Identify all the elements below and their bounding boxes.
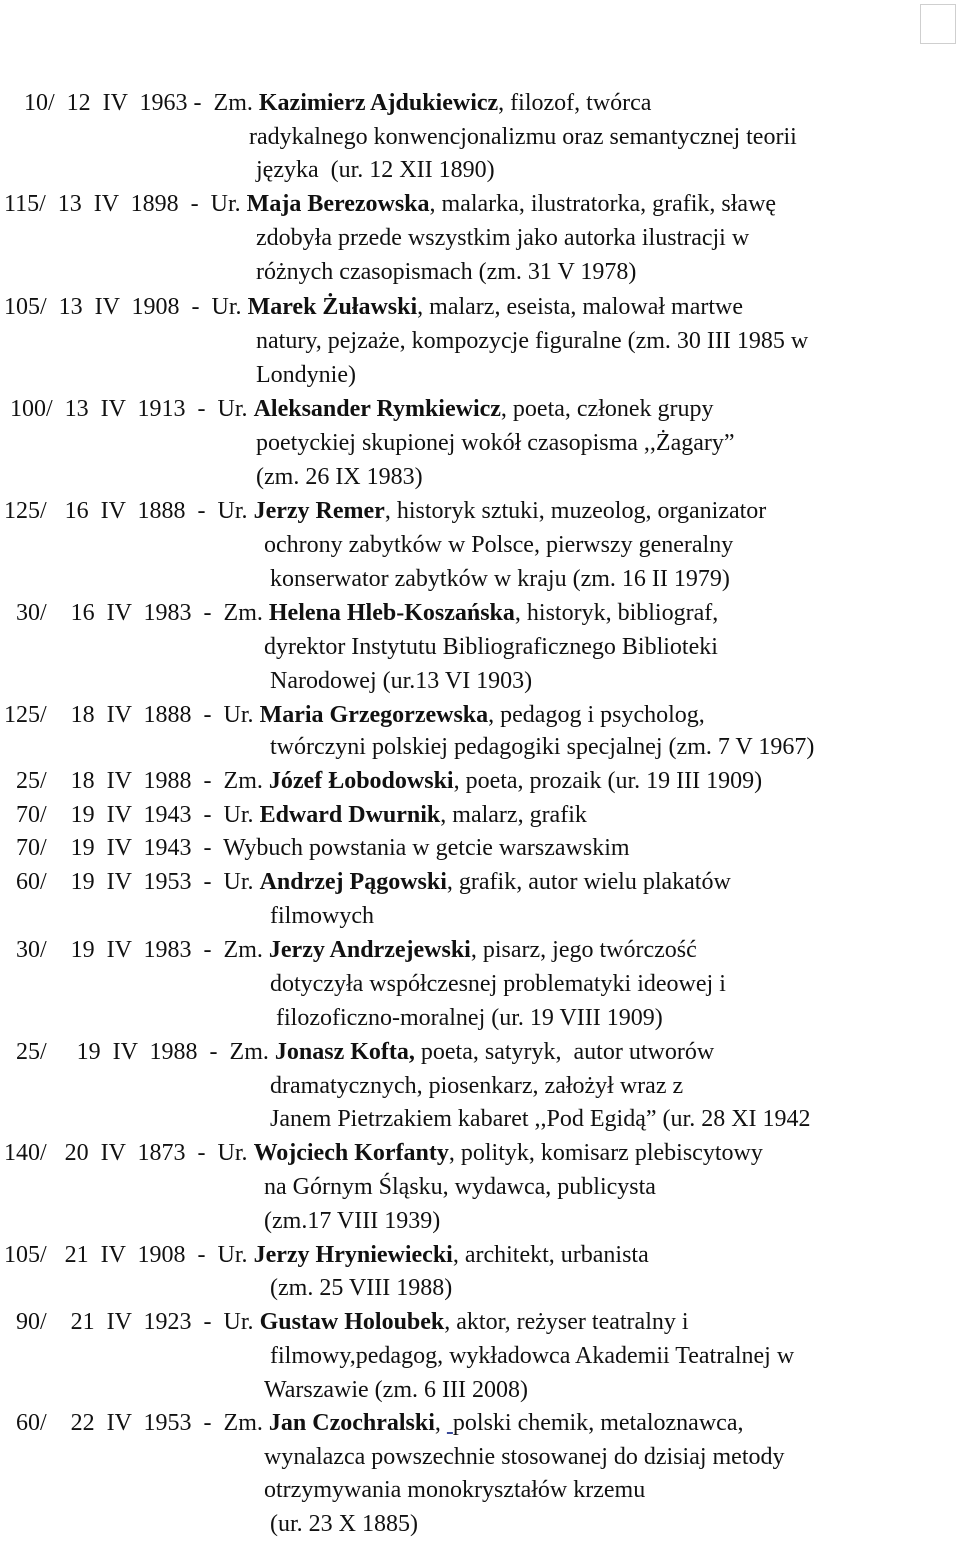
- entry-line: 25/ 19 IV 1988 - Zm. Jonasz Kofta, poeta, satyryk, autor utworów: [4, 1039, 715, 1065]
- entry-line: 125/ 16 IV 1888 - Ur. Jerzy Remer, historyk sztuki, muzeolog, organizator: [4, 498, 767, 524]
- entry-continuation: konserwator zabytków w kraju (zm. 16 II 1979): [264, 566, 730, 592]
- entry-line: 125/ 18 IV 1888 - Ur. Maria Grzegorzewska, pedagog i psycholog,: [4, 702, 705, 728]
- entry-continuation: Warszawie (zm. 6 III 2008): [264, 1377, 528, 1403]
- entry-line: 30/ 19 IV 1983 - Zm. Jerzy Andrzejewski, pisarz, jego twórczość: [4, 937, 697, 963]
- entry-continuation: dramatycznych, piosenkarz, założył wraz z: [264, 1073, 684, 1099]
- entry-continuation: filmowych: [264, 903, 374, 929]
- entry-line: 60/ 19 IV 1953 - Ur. Andrzej Pągowski, grafik, autor wielu plakatów: [4, 869, 731, 895]
- entry-line: 70/ 19 IV 1943 - Ur. Edward Dwurnik, malarz, grafik: [4, 802, 587, 828]
- entry-continuation: na Górnym Śląsku, wydawca, publicysta: [264, 1174, 656, 1200]
- entry-line: 105/ 13 IV 1908 - Ur. Marek Żuławski, malarz, eseista, malował martwe: [4, 294, 744, 320]
- entry-continuation: Narodowej (ur.13 VI 1903): [264, 668, 533, 694]
- entry-line: 115/ 13 IV 1898 - Ur. Maja Berezowska, malarka, ilustratorka, grafik, sławę: [4, 191, 777, 217]
- entry-line: 60/ 22 IV 1953 - Zm. Jan Czochralski, polski chemik, metaloznawca,: [4, 1410, 744, 1436]
- entry-continuation: różnych czasopismach (zm. 31 V 1978): [256, 259, 637, 285]
- entry-continuation: filmowy,pedagog, wykładowca Akademii Teatralnej w: [264, 1343, 795, 1369]
- entry-continuation: dyrektor Instytutu Bibliograficznego Biblioteki: [264, 634, 718, 660]
- entry-line: 105/ 21 IV 1908 - Ur. Jerzy Hryniewiecki, architekt, urbanista: [4, 1242, 649, 1268]
- entry-line: 100/ 13 IV 1913 - Ur. Aleksander Rymkiewicz, poeta, członek grupy: [4, 396, 714, 422]
- entry-continuation: Londynie): [256, 362, 356, 388]
- entry-line: 25/ 18 IV 1988 - Zm. Józef Łobodowski, poeta, prozaik (ur. 19 III 1909): [4, 768, 763, 794]
- entry-continuation: twórczyni polskiej pedagogiki specjalnej (zm. 7 V 1967): [264, 734, 815, 760]
- entry-continuation: (zm. 26 IX 1983): [256, 464, 423, 490]
- entry-continuation: (zm. 25 VIII 1988): [264, 1275, 453, 1301]
- entry-continuation: (ur. 23 X 1885): [264, 1511, 418, 1537]
- entry-continuation: natury, pejzaże, kompozycje figuralne (zm. 30 III 1985 w: [256, 328, 809, 354]
- entry-continuation: filozoficzno-moralnej (ur. 19 VIII 1909): [264, 1005, 663, 1031]
- entry-continuation: ochrony zabytków w Polsce, pierwszy generalny: [264, 532, 734, 558]
- entry-continuation: radykalnego konwencjonalizmu oraz semantycznej teorii: [249, 124, 797, 150]
- page-corner-box: [920, 4, 956, 44]
- entry-continuation: języka (ur. 12 XII 1890): [256, 157, 495, 183]
- entry-continuation: (zm.17 VIII 1939): [264, 1208, 441, 1234]
- entry-continuation: Janem Pietrzakiem kabaret ,,Pod Egidą” (ur. 28 XI 1942: [264, 1106, 811, 1132]
- entry-continuation: wynalazca powszechnie stosowanej do dzisiaj metody: [264, 1444, 785, 1470]
- entry-line: 30/ 16 IV 1983 - Zm. Helena Hleb-Koszańska, historyk, bibliograf,: [4, 600, 719, 626]
- entry-continuation: zdobyła przede wszystkim jako autorka ilustracji w: [256, 225, 750, 251]
- entry-line: 90/ 21 IV 1923 - Ur. Gustaw Holoubek, aktor, reżyser teatralny i: [4, 1309, 689, 1335]
- entry-line: 140/ 20 IV 1873 - Ur. Wojciech Korfanty, polityk, komisarz plebiscytowy: [4, 1140, 763, 1166]
- entry-continuation: dotyczyła współczesnej problematyki ideowej i: [264, 971, 726, 997]
- entry-line: 10/ 12 IV 1963 - Zm. Kazimierz Ajdukiewicz, filozof, twórca: [24, 90, 652, 116]
- entry-continuation: poetyckiej skupionej wokół czasopisma ,,Żagary”: [256, 430, 735, 456]
- entry-line: 70/ 19 IV 1943 - Wybuch powstania w getcie warszawskim: [4, 835, 630, 861]
- entry-continuation: otrzymywania monokryształów krzemu: [264, 1477, 646, 1503]
